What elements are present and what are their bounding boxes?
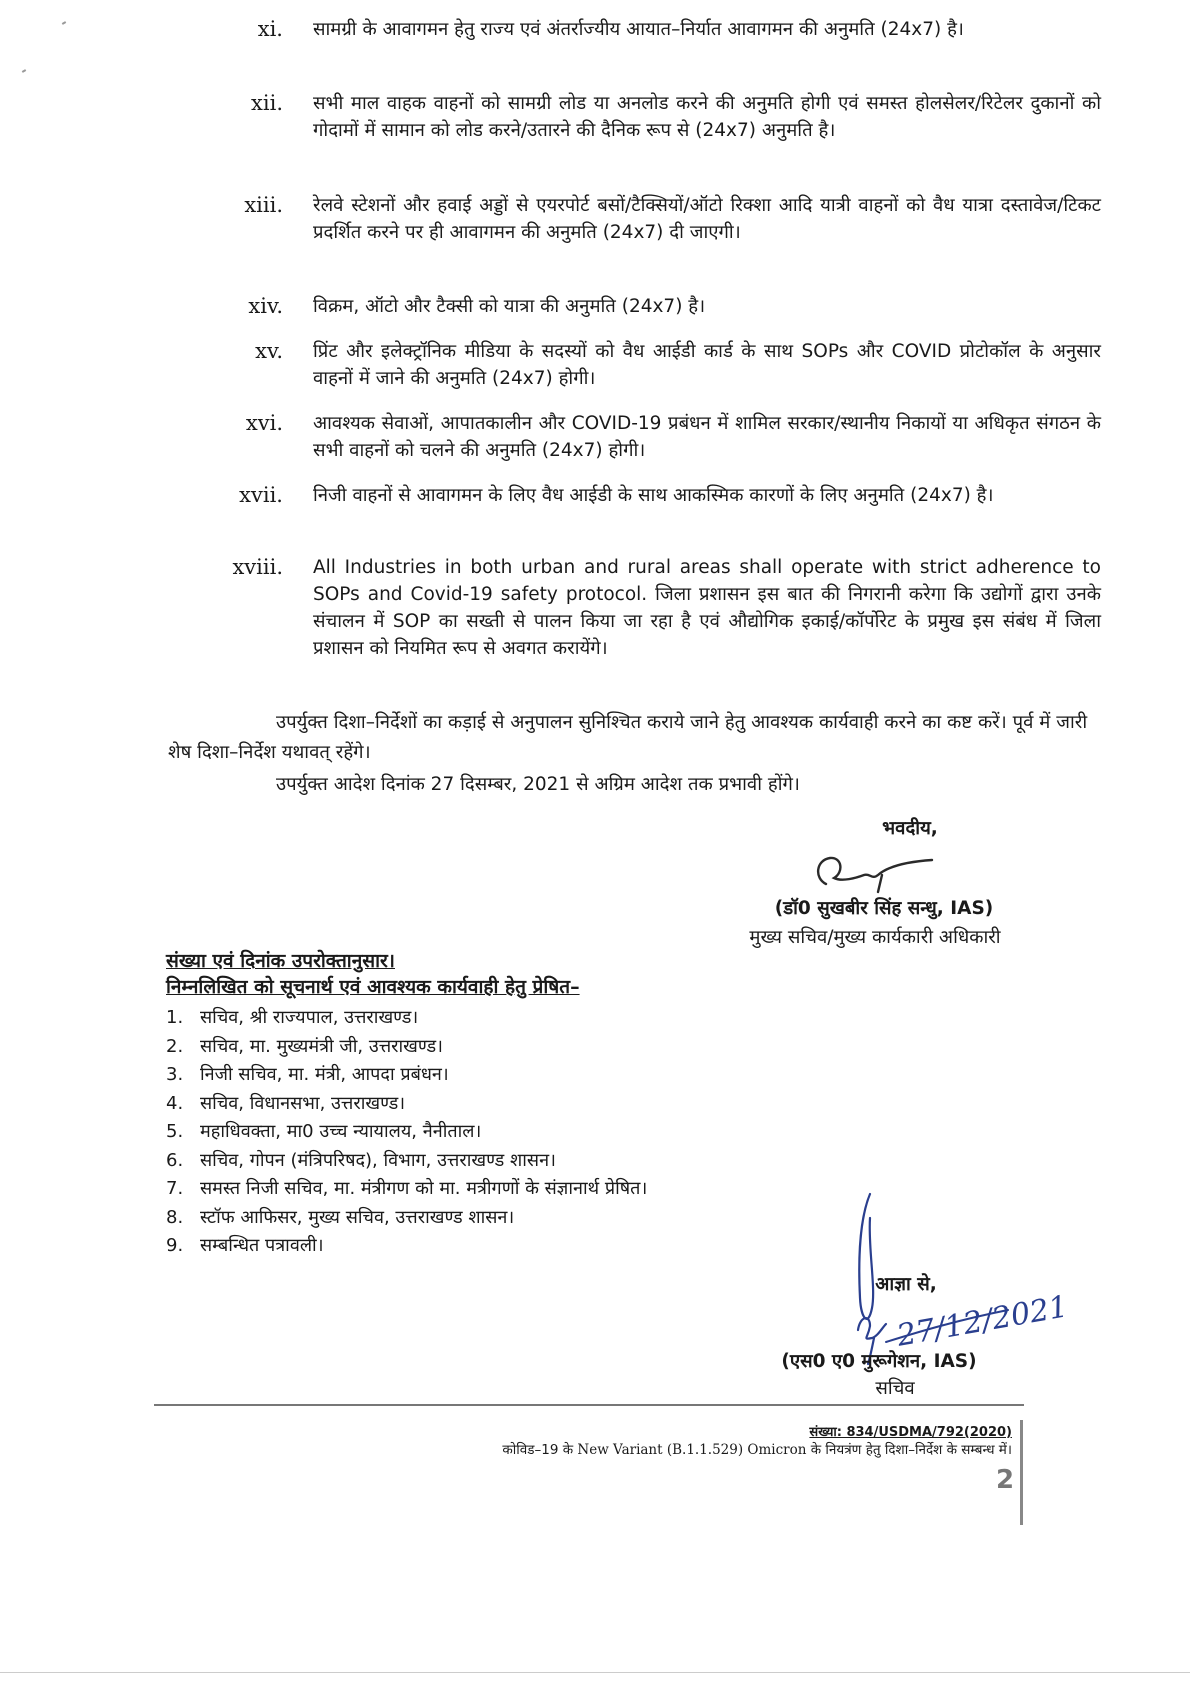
reference-number: संख्या: 834/USDMA/792(2020): [809, 1425, 1012, 1440]
scan-speck: [22, 69, 26, 73]
clause-text: All Industries in both urban and rural areas shall operate with strict adherence to SOPs and Covid-19 safety protocol. जिला प्रशासन इस बात की निगरानी करेगा कि उद्योगों द्वारा उनके संचालन में SOP का सख्ती से पालन किया जा रहा है एवं औद्योगिक इकाई/कॉर्पोरेट के प्रमुख इस संबंध में जिला प्रशासन को नियमित रूप से अवगत करायेंगे।: [313, 557, 1101, 659]
list-item-number: 9.: [166, 1235, 184, 1256]
order-text: आज्ञा से,: [875, 1274, 937, 1295]
list-item-number: 4.: [166, 1092, 184, 1114]
footer-margin-rule: [1020, 1420, 1023, 1525]
clause-text: आवश्यक सेवाओं, आपातकालीन और COVID-19 प्रबंधन में शामिल सरकार/स्थानीय निकायों या अधिकृत संगठन के सभी वाहनों को चलने की अनुमति (24x7) होगी।: [313, 413, 1101, 461]
clause-number: xv.: [255, 339, 283, 363]
signatory-2-name-block: [754, 1348, 1004, 1376]
clause-number: xiii.: [244, 193, 283, 217]
cc-reference-heading: संख्या एवं दिनांक उपरोक्तानुसार।: [166, 950, 395, 972]
signatory-2-designation: सचिव: [875, 1378, 915, 1399]
list-item-number: 5.: [166, 1121, 184, 1142]
clause-text: रेलवे स्टेशनों और हवाई अड्डों से एयरपोर्ट बसों/टैक्सियों/ऑटो रिक्शा आदि यात्री वाहनों को वैध यात्रा दस्तावेज/टिकट प्रदर्शित करने पर ही आवागमन की अनुमति (24x7) दी जाएगी।: [313, 195, 1101, 243]
list-item: [166, 1061, 866, 1090]
list-item-number: 1.: [166, 1007, 184, 1028]
list-item: [166, 1147, 866, 1176]
clause-item: [205, 554, 1105, 694]
subject-line: [502, 1440, 1012, 1458]
signature-1: [812, 848, 942, 898]
page-number: 2: [996, 1465, 1015, 1495]
signatory-1-name: (डॉ0 सुखबीर सिंह सन्धु, IAS): [774, 898, 994, 919]
subject-suffix: के नियत्रंण हेतु दिशा–निर्देश के सम्बन्ध में।: [810, 1442, 1012, 1458]
clause-item: [205, 482, 1105, 538]
list-item: [166, 1004, 866, 1033]
clause-number: xviii.: [232, 555, 283, 579]
list-item-text: सचिव, मा. मुख्यमंत्री जी, उत्तराखण्ड।: [200, 1035, 443, 1057]
list-item-number: 7.: [166, 1178, 184, 1199]
order-line: [836, 1271, 976, 1296]
clause-text: प्रिंट और इलेक्ट्रॉनिक मीडिया के सदस्यों को वैध आईडी कार्ड के साथ SOPs और COVID प्रोटोकॉल के अनुसार वाहनों में जाने की अनुमति (24x7) होगी।: [313, 341, 1101, 389]
signatory-1-designation: मुख्य सचिव/मुख्य कार्यकारी अधिकारी: [749, 927, 1001, 948]
list-item-number: 2.: [166, 1035, 184, 1057]
clause-text: सामग्री के आवागमन हेतु राज्य एवं अंतर्राज्यीय आयात–निर्यात आवागमन की अनुमति (24x7) है।: [313, 19, 964, 40]
list-item-number: 6.: [166, 1149, 184, 1171]
list-item: [166, 1232, 866, 1261]
closing-paragraph: उपर्युक्त दिशा–निर्देशों का कड़ाई से अनुपालन सुनिश्चित कराये जाने हेतु आवश्यक कार्यवाही करने का कष्ट करें। पूर्व में जारी शेष दिशा–निर्देश यथावत् रहेंगे।: [168, 712, 1088, 763]
scan-speck: [62, 21, 66, 25]
clause-item: [205, 192, 1105, 274]
list-item-text: महाधिवक्ता, मा0 उच्च न्यायालय, नैनीताल।: [200, 1121, 482, 1142]
clause-text: निजी वाहनों से आवागमन के लिए वैध आईडी के साथ आकस्मिक कारणों के लिए अनुमति (24x7) है।: [313, 485, 994, 506]
clause-text: विक्रम, ऑटो और टैक्सी को यात्रा की अनुमति (24x7) है।: [313, 296, 706, 317]
scan-edge: [0, 1672, 1190, 1673]
list-item: [166, 1033, 866, 1062]
list-item-text: सचिव, गोपन (मंत्रिपरिषद), विभाग, उत्तराखण्ड शासन।: [200, 1149, 556, 1171]
effective-date-paragraph: उपर्युक्त आदेश दिनांक 27 दिसम्बर, 2021 से अग्रिम आदेश तक प्रभावी होंगे।: [276, 774, 800, 795]
list-item-number: 8.: [166, 1206, 184, 1228]
clause-number: xi.: [257, 17, 283, 41]
clause-number: xvi.: [245, 411, 283, 435]
signatory-2-designation-block: [840, 1376, 950, 1402]
list-item-text: सचिव, श्री राज्यपाल, उत्तराखण्ड।: [200, 1007, 419, 1028]
salutation: [840, 815, 980, 840]
signatory-1-designation-block: [700, 924, 1050, 952]
footer-divider: [154, 1404, 1024, 1406]
list-item: [166, 1118, 866, 1147]
clause-item: [205, 16, 1105, 72]
distribution-list: [166, 1004, 866, 1261]
list-item: [166, 1090, 866, 1119]
cc-distribution-heading: निम्नलिखित को सूचनार्थ एवं आवश्यक कार्यवाही हेतु प्रेषित–: [166, 976, 580, 998]
list-item: [166, 1204, 866, 1233]
list-item-text: स्टॉफ आफिसर, मुख्य सचिव, उत्तराखण्ड शासन।: [200, 1206, 515, 1228]
signatory-1-name-block: [748, 895, 1020, 923]
clause-item: [205, 338, 1105, 394]
salutation-text: भवदीय,: [882, 818, 938, 839]
list-item-text: सम्बन्धित पत्रावली।: [200, 1235, 324, 1256]
clause-text: सभी माल वाहक वाहनों को सामग्री लोड या अनलोड करने की अनुमति होगी एवं समस्त होलसेलर/रिटेलर दुकानों को गोदामों में सामान को लोड करने/उतारने की दैनिक रूप से (24x7) अनुमति है।: [313, 93, 1101, 141]
clause-number: xvii.: [239, 483, 283, 507]
clause-item: [205, 293, 1105, 323]
signatory-2-name: (एस0 ए0 मुरूगेशन, IAS): [781, 1351, 977, 1372]
clause-item: [205, 410, 1105, 466]
handwritten-date: 27/12/2021: [894, 1289, 1071, 1354]
clause-item: [205, 90, 1105, 172]
clause-number: xii.: [251, 91, 283, 115]
list-item-text: समस्त निजी सचिव, मा. मंत्रीगण को मा. मत्रीगणों के संज्ञानार्थ प्रेषित।: [200, 1178, 648, 1199]
list-item-text: सचिव, विधानसभा, उत्तराखण्ड।: [200, 1092, 406, 1114]
subject-english: New Variant (B.1.1.529) Omicron: [577, 1442, 807, 1458]
list-item-number: 3.: [166, 1064, 184, 1085]
list-item-text: निजी सचिव, मा. मंत्री, आपदा प्रबंधन।: [200, 1064, 449, 1085]
subject-prefix: कोविड–19 के: [502, 1442, 574, 1458]
list-item: [166, 1175, 866, 1204]
clause-number: xiv.: [248, 294, 283, 318]
